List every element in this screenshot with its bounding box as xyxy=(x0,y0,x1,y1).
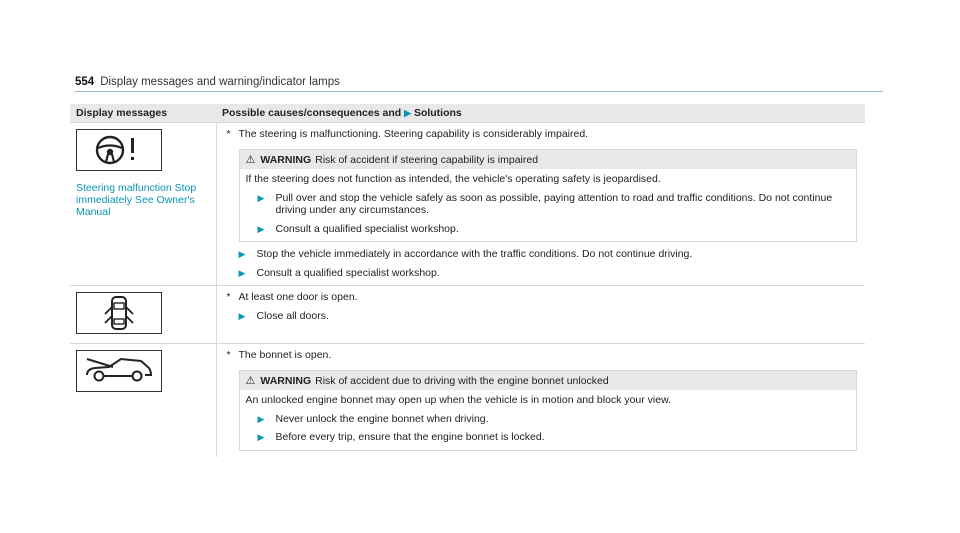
warning-body-text: If the steering does not function as intended, the vehicle's operating safety is jeopardised. xyxy=(245,173,661,185)
step-text: Close all doors. xyxy=(256,310,329,322)
warning-title: Risk of accident due to driving with the engine bonnet unlocked xyxy=(315,374,609,387)
cause-text xyxy=(227,291,858,304)
display-message-cell xyxy=(70,123,216,286)
cause-text xyxy=(227,349,858,362)
door-open-icon xyxy=(76,292,162,334)
arrow-icon: ▶ xyxy=(238,311,246,321)
solution-step xyxy=(239,310,858,323)
warning-label: WARNING xyxy=(260,374,312,387)
warning-header xyxy=(240,371,857,390)
arrow-icon: ▶ xyxy=(238,249,246,259)
step-text: Consult a qualified specialist workshop. xyxy=(275,222,459,235)
header-divider xyxy=(75,91,883,92)
display-message-cell xyxy=(70,286,216,344)
display-message-text: Steering malfunction Stop immediately See Owner's Manual xyxy=(76,182,197,218)
display-message-cell xyxy=(70,344,216,457)
asterisk: * xyxy=(226,349,231,361)
solution-step xyxy=(239,267,858,280)
bonnet-open-icon xyxy=(76,350,162,392)
warning-body xyxy=(240,390,857,450)
cause-description: The bonnet is open. xyxy=(238,349,332,361)
table-row xyxy=(70,123,865,286)
steering-warning-icon xyxy=(76,129,162,171)
warning-box xyxy=(239,149,858,242)
table-header-row xyxy=(70,104,865,123)
asterisk: * xyxy=(226,291,231,303)
warning-step xyxy=(258,223,851,236)
display-messages-table xyxy=(70,104,865,457)
causes-solutions-cell xyxy=(216,344,865,457)
warning-label: WARNING xyxy=(260,153,312,166)
warning-step xyxy=(258,192,851,217)
arrow-icon: ▶ xyxy=(257,413,265,424)
warning-body xyxy=(240,169,857,241)
step-text: Before every trip, ensure that the engine bonnet is locked. xyxy=(275,431,545,443)
warning-step xyxy=(258,431,851,444)
arrow-icon: ▶ xyxy=(257,223,265,234)
step-text: Consult a qualified specialist workshop. xyxy=(256,266,440,279)
warning-header xyxy=(240,150,857,169)
column-header-display-messages: Display messages xyxy=(70,104,216,123)
page-number: 554 xyxy=(75,76,95,88)
arrow-icon: ▶ xyxy=(257,192,265,203)
warning-body-text: An unlocked engine bonnet may open up when the vehicle is in motion and block your view. xyxy=(245,394,672,406)
column-header-causes-solutions xyxy=(216,104,865,123)
causes-solutions-cell xyxy=(216,123,865,286)
arrow-icon: ▶ xyxy=(238,267,246,278)
step-text: Never unlock the engine bonnet when driving. xyxy=(275,412,489,425)
column-header-suffix: Solutions xyxy=(413,107,462,119)
step-text: Pull over and stop the vehicle safely as soon as possible, paying attention to road and traffic conditions. Do not continue driving under any circumstances. xyxy=(275,191,833,216)
cause-description: The steering is malfunctioning. Steering capability is considerably impaired. xyxy=(238,128,589,140)
warning-title: Risk of accident if steering capability is impaired xyxy=(315,153,539,166)
step-text: Stop the vehicle immediately in accordance with the traffic conditions. Do not continue driving. xyxy=(256,248,693,260)
page-header-title: Display messages and warning/indicator lamps xyxy=(100,76,340,88)
cause-text xyxy=(227,128,858,141)
warning-triangle-icon: ⚠ xyxy=(245,375,256,387)
arrow-icon: ▶ xyxy=(257,432,265,442)
warning-triangle-icon: ⚠ xyxy=(245,154,256,166)
causes-solutions-cell xyxy=(216,286,865,344)
table-row xyxy=(70,286,865,344)
arrow-icon: ▶ xyxy=(404,108,412,118)
column-header-prefix: Possible causes/consequences and xyxy=(222,107,402,119)
cause-description: At least one door is open. xyxy=(238,291,358,303)
page-header xyxy=(75,76,340,88)
asterisk: * xyxy=(226,128,231,140)
solution-step xyxy=(239,248,858,261)
warning-step xyxy=(258,413,851,426)
table-row xyxy=(70,344,865,457)
warning-box xyxy=(239,370,858,451)
